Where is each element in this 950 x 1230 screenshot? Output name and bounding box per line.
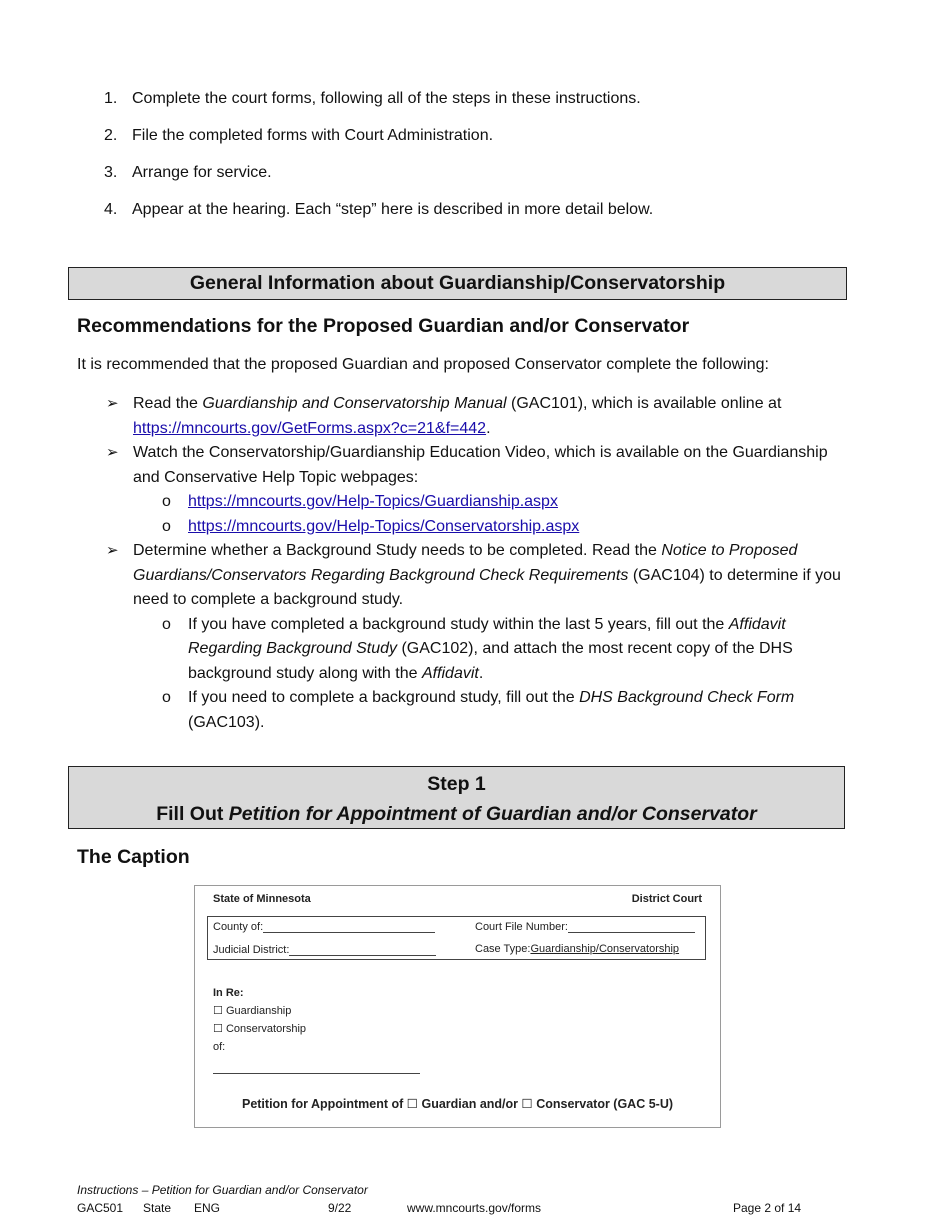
manual-link[interactable]: https://mncourts.gov/GetForms.aspx?c=21&f=442 [133, 419, 487, 437]
caption-info-box: County of: Court File Number: Judicial District: Case Type: Guardianship/Conservatorship [207, 916, 706, 960]
manual-title: Guardianship and Conservatorship Manual [202, 395, 507, 412]
intro-paragraph: It is recommended that the proposed Guardian and proposed Conservator complete the following: [77, 356, 769, 373]
footer-lang: ENG [194, 1201, 221, 1215]
circle-bullet-icon: o [162, 493, 171, 510]
steps-list [104, 90, 653, 238]
recommendations-list [106, 392, 846, 735]
caption-form-title: Petition for Appointment of ☐ Guardian and/or ☐ Conservator (GAC 5-U) [241, 1097, 674, 1111]
footer-state: State [143, 1201, 172, 1215]
name-line [213, 1073, 420, 1074]
caption-court: District Court [631, 893, 702, 905]
list-item: 4. Appear at the hearing. Each “step” here is described in more detail below. [104, 201, 654, 218]
list-item: o If you have completed a background study within the last 5 years, fill out the Affidavit Regarding Background Study (GAC102), and attach the most recent copy of the DHS background study along with the Affidavit. [162, 613, 846, 687]
circle-bullet-icon: o [162, 689, 171, 706]
list-item [162, 515, 846, 540]
footer-title: Instructions – Petition for Guardian and/or Conservator [77, 1183, 368, 1197]
list-item: ➢ Read the Guardianship and Conservatorship Manual (GAC101), which is available online at https://mncourts.gov/GetForms.aspx?c=21&f=442. [106, 392, 846, 441]
list-item: 2. File the completed forms with Court Administration. [104, 127, 494, 144]
list-item: ➢ Determine whether a Background Study needs to be completed. Read the Notice to Proposed Guardians/Conservators Regarding Background Check Requirements (GAC104) to determine if you need to complete a background study. [106, 539, 846, 613]
arrow-bullet-icon: ➢ [106, 444, 119, 461]
page-footer [77, 1183, 817, 1217]
list-item: ➢ Watch the Conservatorship/Guardianship Education Video, which is available on the Guardianship and Conservative Help Topic webpages: [106, 441, 846, 490]
checkbox-icon: ☐ [213, 1005, 223, 1017]
section-heading-general: General Information about Guardianship/Conservatorship [68, 267, 847, 300]
circle-bullet-icon: o [162, 615, 171, 633]
footer-date: 9/22 [328, 1201, 352, 1215]
guardianship-link[interactable]: https://mncourts.gov/Help-Topics/Guardianship.aspx [188, 493, 558, 510]
checkbox-icon: ☐ [213, 1023, 223, 1035]
arrow-bullet-icon: ➢ [106, 395, 119, 412]
checkbox-icon: ☐ [521, 1097, 533, 1111]
caption-example-image: State of Minnesota District Court County of: Court File Number: Judicial District: Case Type: Guardianship/Conservatorship In Re: ☐ Guardianship ☐ Conservatorship of: Petition for Appointment of ☐ Guardian and/or ☐ Conservator (GAC 5-U) [194, 885, 721, 1128]
recommendations-heading: Recommendations for the Proposed Guardian and/or Conservator [77, 315, 690, 337]
caption-state: State of Minnesota [213, 893, 311, 905]
footer-code: GAC501 [77, 1201, 124, 1215]
circle-bullet-icon: o [162, 517, 171, 535]
caption-heading: The Caption [77, 846, 190, 868]
list-item: 1. Complete the court forms, following all of the steps in these instructions. [104, 90, 641, 107]
section-heading-step1: Step 1 Fill Out Petition for Appointment of Guardian and/or Conservator [68, 766, 845, 829]
footer-url: www.mncourts.gov/forms [407, 1201, 542, 1215]
checkbox-icon: ☐ [406, 1097, 418, 1111]
conservatorship-link[interactable]: https://mncourts.gov/Help-Topics/Conservatorship.aspx [188, 517, 580, 535]
list-item [162, 490, 846, 515]
list-item: 3. Arrange for service. [104, 164, 272, 181]
list-item: o If you need to complete a background study, fill out the DHS Background Check Form (GAC103). [162, 686, 846, 735]
arrow-bullet-icon: ➢ [106, 542, 119, 559]
footer-page: Page 2 of 14 [733, 1201, 802, 1215]
